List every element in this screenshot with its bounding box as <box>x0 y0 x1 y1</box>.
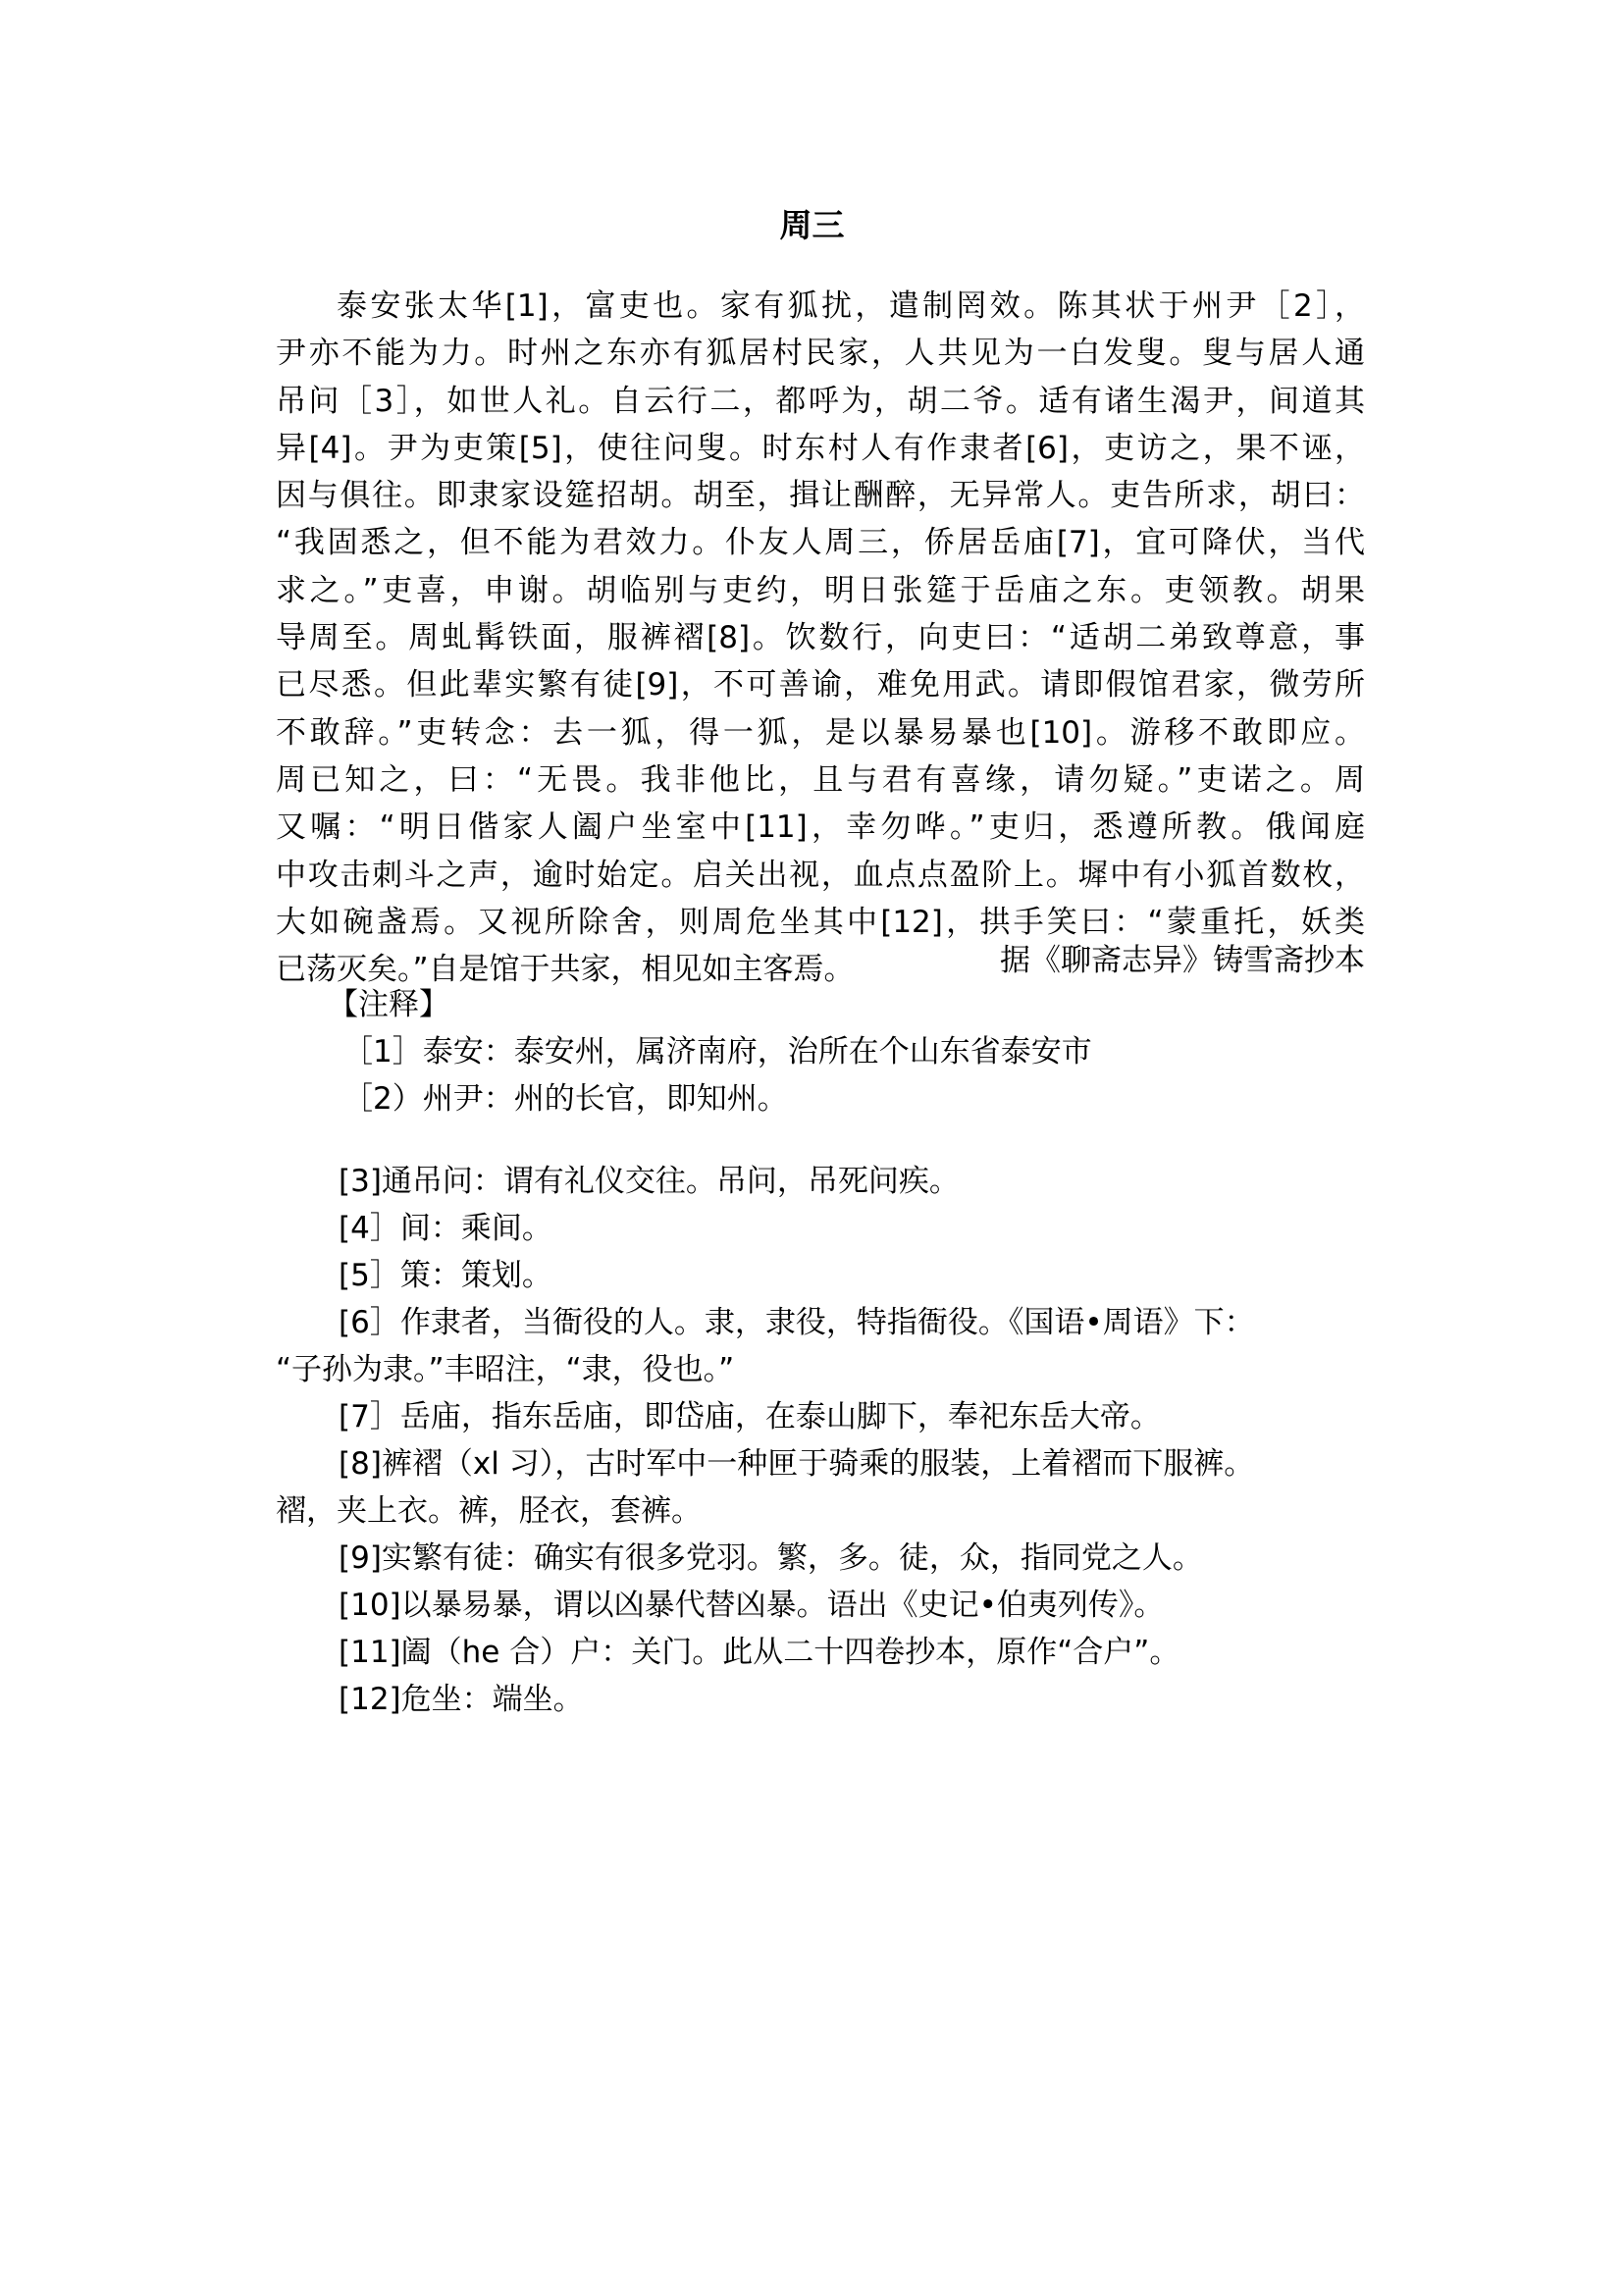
page-title: 周三 <box>779 206 845 244</box>
note-item: [4］间：乘间。 <box>339 1211 552 1246</box>
notes-heading: 【注释】 <box>328 987 449 1022</box>
note-item: [6］作隶者，当衙役的人。隶，隶役，特指衙役。《国语•周语》下： <box>339 1305 1255 1340</box>
note-item: [8]裤褶（xl 习），古时军中一种匣于骑乘的服装，上着褶而下服裤。 <box>339 1446 1255 1482</box>
body-line: 因与俱往。即隶家设筵招胡。胡至，揖让酬醉，无异常人。吏告所求，胡曰： <box>276 478 1365 514</box>
body-line: “我固悉之，但不能为君效力。仆友人周三，侨居岳庙[7]，宜可降伏，当代 <box>276 525 1365 561</box>
story-body <box>276 283 1365 993</box>
note-item: [7］岳庙，指东岳庙，即岱庙，在泰山脚下，奉祀东岳大帝。 <box>339 1399 1161 1434</box>
body-line: 吊问［3］，如世人礼。自云行二，都呼为，胡二爷。适有诸生渴尹，间道其 <box>276 383 1365 419</box>
body-line: 已荡灭矣。”自是馆于共家，相见如主客焉。 <box>276 952 855 988</box>
note-item: [10]以暴易暴，谓以凶暴代替凶暴。语出《史记•伯夷列传》。 <box>339 1588 1165 1623</box>
source-citation: 据《聊斋志异》铸雪斋抄本 <box>1000 943 1365 978</box>
body-line: 已尽悉。但此辈实繁有徒[9]，不可善谕，难免用武。请即假馆君家，微劳所 <box>276 667 1365 704</box>
note-item: [5］策：策划。 <box>339 1258 552 1293</box>
body-line: 尹亦不能为力。时州之东亦有狐居村民家，人共见为一白发叟。叟与居人通 <box>276 336 1365 372</box>
note-item-continued: “子孙为隶。”丰昭注，“隶，役也。” <box>276 1352 735 1387</box>
note-item: [9]实繁有徒：确实有很多党羽。繁，多。徒，众，指同党之人。 <box>339 1540 1203 1576</box>
note-item: [12]危坐：端坐。 <box>339 1682 584 1717</box>
note-item-continued: 褶，夹上衣。裤，胫衣，套裤。 <box>276 1493 702 1529</box>
note-item: ［2）州尹：州的长官，即知州。 <box>342 1081 788 1117</box>
body-line: 求之。”吏喜，申谢。胡临别与吏约，明日张筵于岳庙之东。吏领教。胡果 <box>276 572 1365 608</box>
body-line: 导周至。周虬髯铁面，服裤褶[8]。饮数行，向吏曰：“适胡二弟致尊意，事 <box>276 620 1365 656</box>
body-line: 中攻击刺斗之声，逾时始定。启关出视，血点点盈阶上。墀中有小狐首数枚， <box>276 857 1365 893</box>
note-item: [11]阖（he 合）户：关门。此从二十四卷抄本，原作“合户”。 <box>339 1635 1180 1670</box>
body-line: 又嘱：“明日偕家人阖户坐室中[11]，幸勿哗。”吏归，悉遵所教。俄闻庭 <box>276 809 1365 846</box>
note-item: [3]通吊问：谓有礼仪交往。吊问，吊死问疾。 <box>339 1164 960 1199</box>
note-item: ［1］泰安：泰安州，属济南府，治所在个山东省泰安市 <box>342 1034 1092 1069</box>
body-line: 大如碗盏焉。又视所除舍，则周危坐其中[12]，拱手笑曰：“蒙重托，妖类 <box>276 904 1365 940</box>
body-line: 不敢辞。”吏转念：去一狐，得一狐，是以暴易暴也[10]。游移不敢即应。 <box>276 714 1365 751</box>
body-line: 异[4]。尹为吏策[5]，使往问叟。时东村人有作隶者[6]，吏访之，果不诬， <box>276 430 1365 466</box>
body-line: 周已知之，曰：“无畏。我非他比，且与君有喜缘，请勿疑。”吏诺之。周 <box>276 761 1365 798</box>
body-line: 泰安张太华[1]，富吏也。家有狐扰，遣制罔效。陈其状于州尹［2］， <box>337 288 1365 324</box>
